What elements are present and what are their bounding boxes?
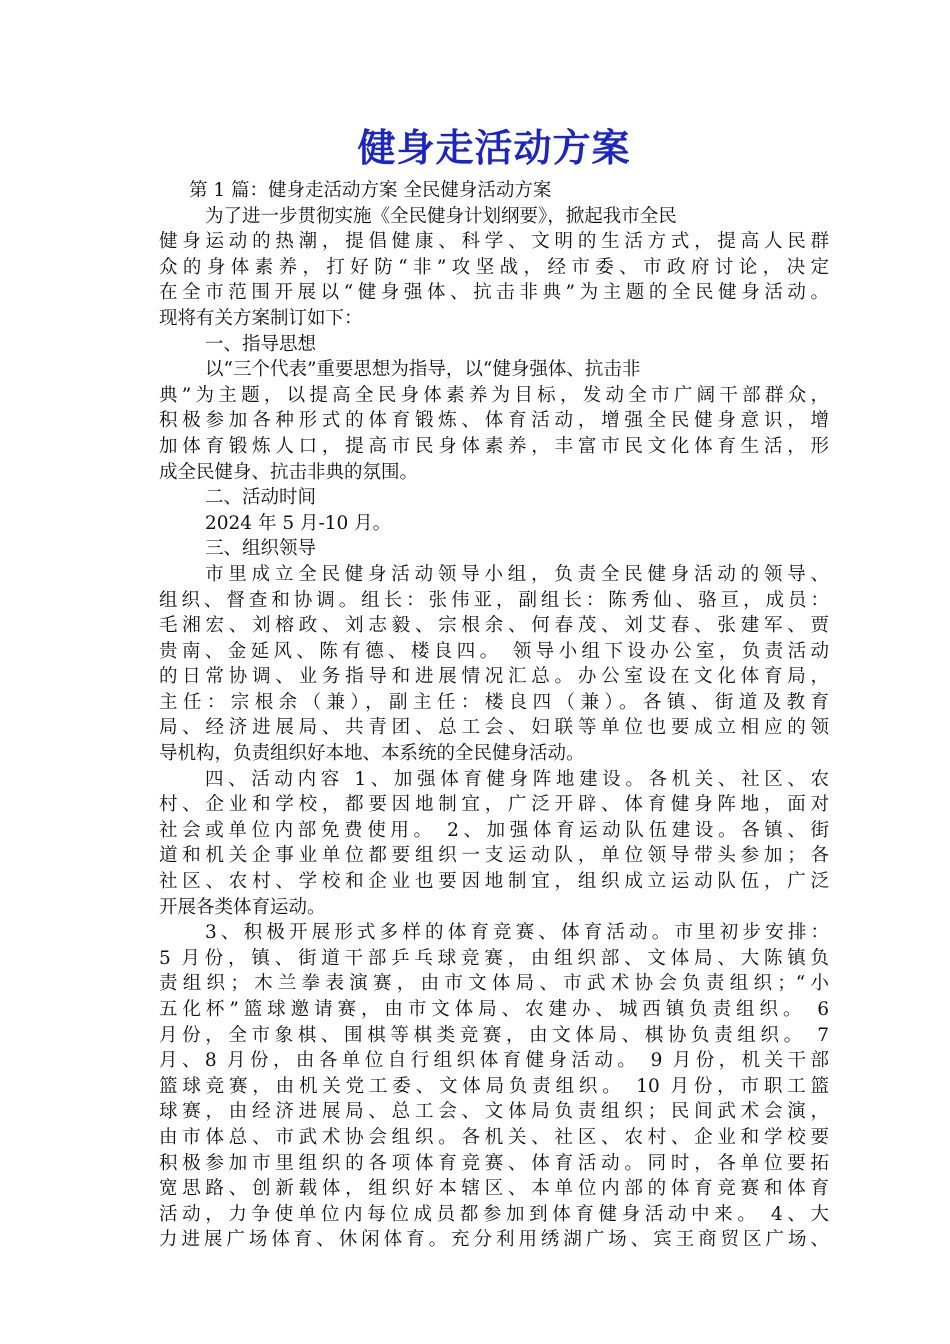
text-line: 为了进一步贯彻实施《全民健身计划纲要》，掀起我市全民 — [205, 205, 677, 227]
text-line: 众的身体素养，打好防“非”攻坚战，经市委、市政府讨论，决定 — [159, 256, 829, 278]
text-line: 社区、农村、学校和企业也要因地制宜，组织成立运动队伍，广泛 — [159, 871, 829, 893]
text-line: 典”为主题，以提高全民身体素养为目标，发动全市广阔干部群众， — [159, 384, 829, 406]
text-line: 社会或单位内部免费使用。 2、加强体育运动队伍建设。各镇、街 — [159, 819, 829, 841]
text-line: 毛湘宏、刘榕政、刘志毅、宗根余、何春茂、刘艾春、张建军、贾 — [159, 615, 829, 637]
text-line: 积极参加各种形式的体育锻炼、体育活动，增强全民健身意识，增 — [159, 410, 829, 432]
text-line: 2024 年 5 月-10 月。 — [205, 512, 392, 534]
text-line: 第 1 篇：健身走活动方案 全民健身活动方案 — [189, 180, 552, 201]
text-line: 在全市范围开展以“健身强体、抗击非典”为主题的全民健身活动。 — [159, 282, 829, 304]
document-title: 健身走活动方案 — [357, 126, 631, 170]
text-line: 二、活动时间 — [205, 487, 317, 509]
text-line: 力进展广场体育、休闲体育。充分利用绣湖广场、宾王商贸区广场、 — [159, 1229, 829, 1251]
text-line: 道和机关企事业单位都要组织一支运动队，单位领导带头参加；各 — [159, 845, 829, 867]
text-line: 3、积极开展形式多样的体育竞赛、体育活动。市里初步安排： — [205, 922, 829, 944]
text-line: 市里成立全民健身活动领导小组，负责全民健身活动的领导、 — [205, 563, 829, 585]
text-line: 宽思路、创新载体，组织好本辖区、本单位内部的体育竞赛和体育 — [159, 1178, 829, 1200]
text-line: 球赛，由经济进展局、总工会、文体局负责组织；民间武术会演， — [159, 1101, 829, 1123]
text-line: 月份，全市象棋、围棋等棋类竞赛，由文体局、棋协负责组织。 7 — [159, 1024, 829, 1046]
text-line: 活动，力争使单位内每位成员都参加到体育健身活动中来。 4、大 — [159, 1203, 829, 1225]
text-line: 加体育锻炼人口，提高市民身体素养，丰富市民文化体育生活，形 — [159, 435, 829, 457]
text-line: 的日常协调、业务指导和进展情况汇总。办公室设在文化体育局， — [159, 666, 829, 688]
text-line: 主任：宗根余（兼），副主任：楼良四（兼）。各镇、街道及教育 — [159, 691, 829, 713]
document-body — [159, 178, 829, 1253]
text-line: 5 月份，镇、街道干部乒乓球竞赛，由组织部、文体局、大陈镇负 — [159, 947, 829, 969]
text-line: 五化杯”篮球邀请赛，由市文体局、农建办、城西镇负责组织。 6 — [159, 999, 829, 1020]
text-line: 责组织；木兰拳表演赛，由市文体局、市武术协会负责组织；“小 — [159, 973, 829, 995]
text-line: 成全民健身、抗击非典的氛围。 — [159, 461, 419, 483]
text-line: 月、8 月份，由各单位自行组织体育健身活动。 9 月份，机关干部 — [159, 1050, 829, 1072]
text-line: 一、指导思想 — [205, 333, 317, 355]
text-line: 四、活动内容 1、加强体育健身阵地建设。各机关、社区、农 — [205, 768, 829, 790]
text-line: 组织、督查和协调。组长：张伟亚，副组长：陈秀仙、骆亘，成员： — [159, 589, 829, 611]
text-line: 现将有关方案制订如下： — [159, 307, 363, 329]
text-line: 健身运动的热潮，提倡健康、科学、文明的生活方式，提高人民群 — [159, 231, 829, 253]
text-line: 导机构，负责组织好本地、本系统的全民健身活动。 — [159, 743, 585, 765]
document-page — [159, 118, 829, 1253]
text-line: 积极参加市里组织的各项体育竞赛、体育活动。同时，各单位要拓 — [159, 1152, 829, 1174]
text-line: 三、组织领导 — [205, 538, 317, 560]
text-line: 局、经济进展局、共青团、总工会、妇联等单位也要成立相应的领 — [159, 717, 829, 739]
text-line: 篮球竞赛，由机关党工委、文体局负责组织。 10 月份，市职工篮 — [159, 1075, 829, 1097]
text-line: 开展各类体育运动。 — [159, 896, 326, 918]
text-line: 贵南、金延风、陈有德、楼良四。 领导小组下设办公室，负责活动 — [159, 640, 829, 662]
text-line: 村、企业和学校，都要因地制宜，广泛开辟、体育健身阵地，面对 — [159, 794, 829, 816]
text-line: 由市体总、市武术协会组织。各机关、社区、农村、企业和学校要 — [159, 1126, 829, 1148]
text-line: 以“三个代表”重要思想为指导，以“健身强体、抗击非 — [205, 359, 641, 381]
